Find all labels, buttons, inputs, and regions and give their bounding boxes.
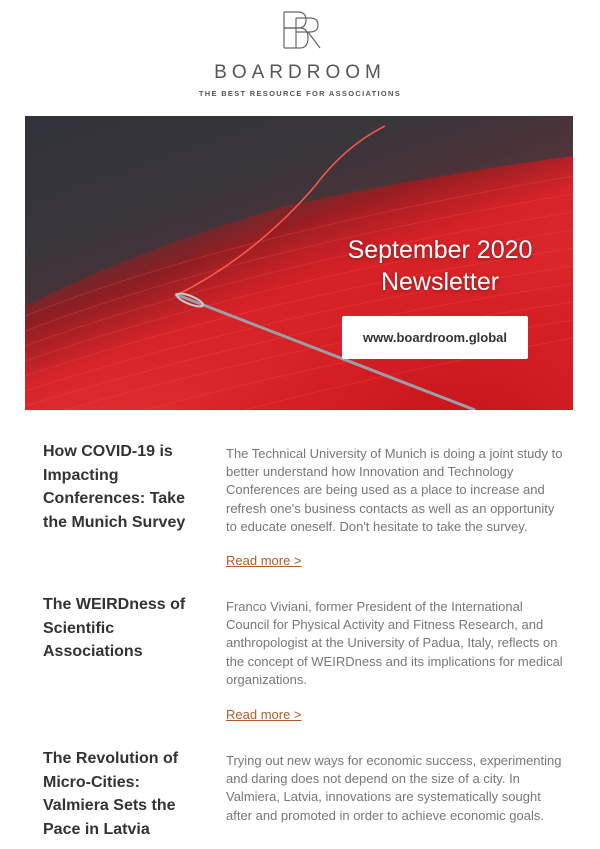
read-more-link[interactable]: Read more > xyxy=(226,553,302,568)
article-title[interactable]: How COVID-19 is Impacting Conferences: Take the Munich Survey xyxy=(43,443,186,531)
hero-title xyxy=(325,234,555,298)
article-title[interactable]: The Revolution of Micro-Cities: Valmiera Sets the Pace in Latvia xyxy=(43,750,179,838)
article-summary: Trying out new ways for economic success, experimenting and daring does not depend on the size of a city. In Valmiera, Latvia, innovations are systematically sought after and promoted in order to achieve economic goals. xyxy=(226,753,562,823)
hero-banner xyxy=(25,116,573,410)
article-title[interactable]: The WEIRDness of Scientific Associations xyxy=(43,596,186,660)
article-summary: Franco Viviani, former President of the International Council for Physical Activity and Fitness Research, and anthropologist at the University of Padua, Italy, reflects on the concept of WEIRDness and its implications for medical organizations. xyxy=(226,599,563,687)
brand-tagline: THE BEST RESOURCE FOR ASSOCIATIONS xyxy=(198,89,402,98)
article-summary: The Technical University of Munich is doing a joint study to better understand how Innovation and Technology Conferences are being used as a place to increase and refresh one's business contacts as well as an opportunity to educate oneself. Don't hesitate to take the survey. xyxy=(226,446,563,534)
newsletter-header xyxy=(0,0,600,115)
br-monogram-icon xyxy=(276,10,324,50)
website-button[interactable]: www.boardroom.global xyxy=(342,316,528,359)
hero-title-line2: Newsletter xyxy=(380,268,500,296)
read-more-link[interactable]: Read more > xyxy=(226,707,302,722)
brand-name: BOARDROOM xyxy=(214,62,386,83)
hero-title-line1: September 2020 xyxy=(347,236,533,264)
